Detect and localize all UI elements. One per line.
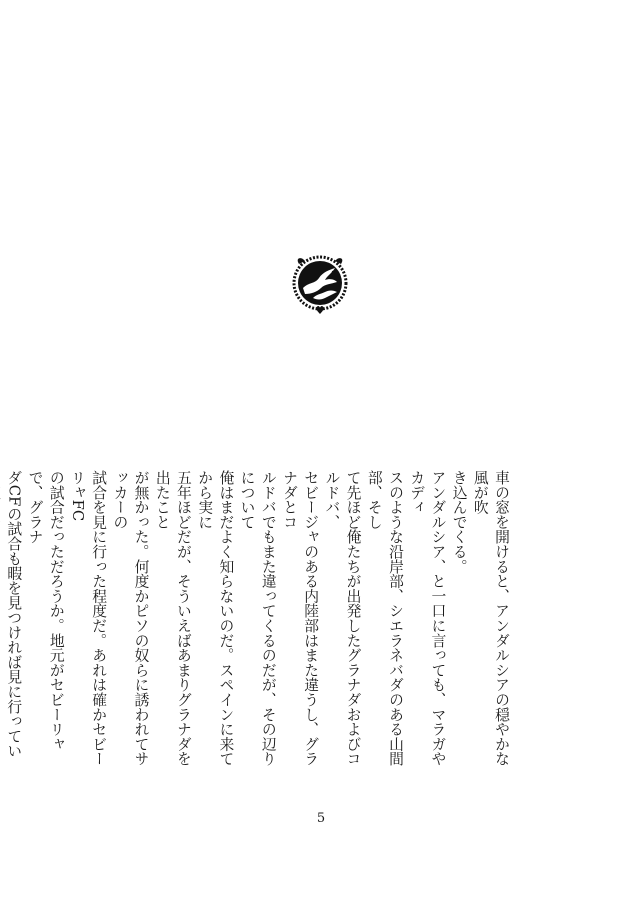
text-line: の試合だっただろうか。地元がセビーリャで、グラナ <box>26 470 65 752</box>
text-line: き込んでくる。 <box>450 470 468 574</box>
text-line: 五年ほどだが、そういえばあまりグラナダを出たこと <box>153 470 192 766</box>
text-line: ルドバでもまた違ってくるのだが、その辺りについて <box>238 470 277 766</box>
text-line: 車の窓を開けると、アンダルシアの穏やかな風が吹 <box>471 470 510 766</box>
text-line: スのような沿岸部、シエラネバダのある山間部、そし <box>365 470 404 766</box>
text-line: が無かった。何度かピソの奴らに誘われてサッカーの <box>111 470 150 766</box>
vertical-body-text <box>5 470 512 770</box>
text-line: ダCFの試合も暇を見つければ見に行ってい <box>5 470 23 758</box>
bird-emblem-icon <box>289 252 351 318</box>
page-number: 5 <box>316 811 326 826</box>
text-line: 試合を見に行った程度だ。あれは確かセビーリャFC <box>68 470 108 766</box>
text-line: アンダルシア、と一口に言っても、マラガやカディ <box>408 470 447 766</box>
text-line: 俺はまだよく知らないのだ。スペインに来てから実に <box>196 470 235 766</box>
text-line: セビージャのある内陸部はまた違うし、グラナダとコ <box>280 470 320 766</box>
text-line: て先ほど俺たちが出発したグラナダおよびコルドバ、 <box>323 470 362 766</box>
